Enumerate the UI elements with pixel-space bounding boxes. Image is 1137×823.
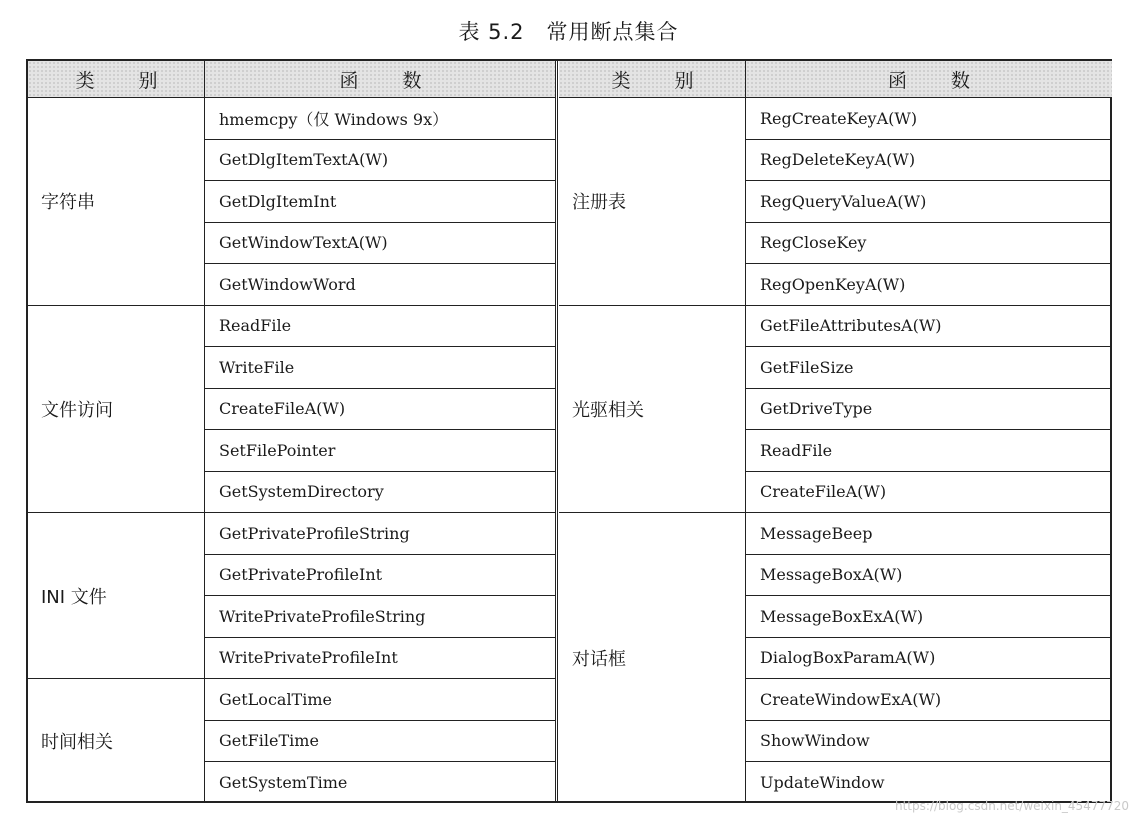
category-file-access: 文件访问 — [28, 306, 205, 514]
column-divider — [204, 61, 205, 801]
header-category-left: 类别 — [28, 61, 205, 98]
category-cdrom: 光驱相关 — [559, 306, 746, 514]
function-cell: WritePrivateProfileString — [205, 596, 556, 638]
header-category-right: 类别 — [559, 61, 746, 98]
function-cell: GetWindowWord — [205, 264, 556, 306]
function-cell: DialogBoxParamA(W) — [746, 638, 1112, 680]
header-functions-right: 函数 — [746, 61, 1112, 98]
category-dialog: 对话框 — [572, 649, 626, 670]
category-ini-file: INI 文件 — [28, 513, 205, 679]
function-cell: GetDlgItemTextA(W) — [205, 140, 556, 182]
function-cell: GetSystemTime — [219, 773, 348, 793]
function-cell: ReadFile — [205, 306, 556, 348]
function-cell: RegCloseKey — [746, 223, 1112, 265]
function-cell: MessageBoxA(W) — [746, 555, 1112, 597]
function-cell: GetPrivateProfileInt — [205, 555, 556, 597]
function-cell: MessageBeep — [746, 513, 1112, 555]
category-strings: 字符串 — [28, 98, 205, 306]
function-cell: WritePrivateProfileInt — [205, 638, 556, 680]
function-cell: GetFileSize — [746, 347, 1112, 389]
breakpoint-table — [26, 59, 1112, 803]
table-title: 表 5.2 常用断点集合 — [458, 20, 679, 44]
center-double-divider — [555, 61, 558, 801]
function-cell: GetDlgItemInt — [205, 181, 556, 223]
function-cell: GetFileAttributesA(W) — [746, 306, 1112, 348]
function-cell: hmemcpy（仅 Windows 9x） — [205, 98, 556, 140]
function-cell: RegOpenKeyA(W) — [746, 264, 1112, 306]
function-cell: GetDriveType — [746, 389, 1112, 431]
function-cell: CreateFileA(W) — [746, 472, 1112, 514]
function-cell: RegDeleteKeyA(W) — [746, 140, 1112, 182]
function-cell: WriteFile — [205, 347, 556, 389]
category-time: 时间相关 — [41, 732, 113, 753]
function-cell: GetPrivateProfileString — [205, 513, 556, 555]
function-cell: MessageBoxExA(W) — [746, 596, 1112, 638]
function-cell: GetWindowTextA(W) — [205, 223, 556, 265]
watermark: https://blog.csdn.net/weixin_45477720 — [894, 799, 1129, 813]
function-cell: GetLocalTime — [205, 679, 556, 721]
function-cell: ShowWindow — [746, 721, 1112, 763]
function-cell: CreateWindowExA(W) — [746, 679, 1112, 721]
function-cell: GetSystemDirectory — [205, 472, 556, 514]
function-cell: RegQueryValueA(W) — [746, 181, 1112, 223]
function-cell: RegCreateKeyA(W) — [746, 98, 1112, 140]
header-functions-left: 函数 — [205, 61, 556, 98]
function-cell: UpdateWindow — [760, 773, 885, 793]
column-divider — [745, 61, 746, 801]
function-cell: GetFileTime — [205, 721, 556, 763]
function-cell: ReadFile — [746, 430, 1112, 472]
function-cell: CreateFileA(W) — [205, 389, 556, 431]
category-registry: 注册表 — [559, 98, 746, 306]
function-cell: SetFilePointer — [205, 430, 556, 472]
